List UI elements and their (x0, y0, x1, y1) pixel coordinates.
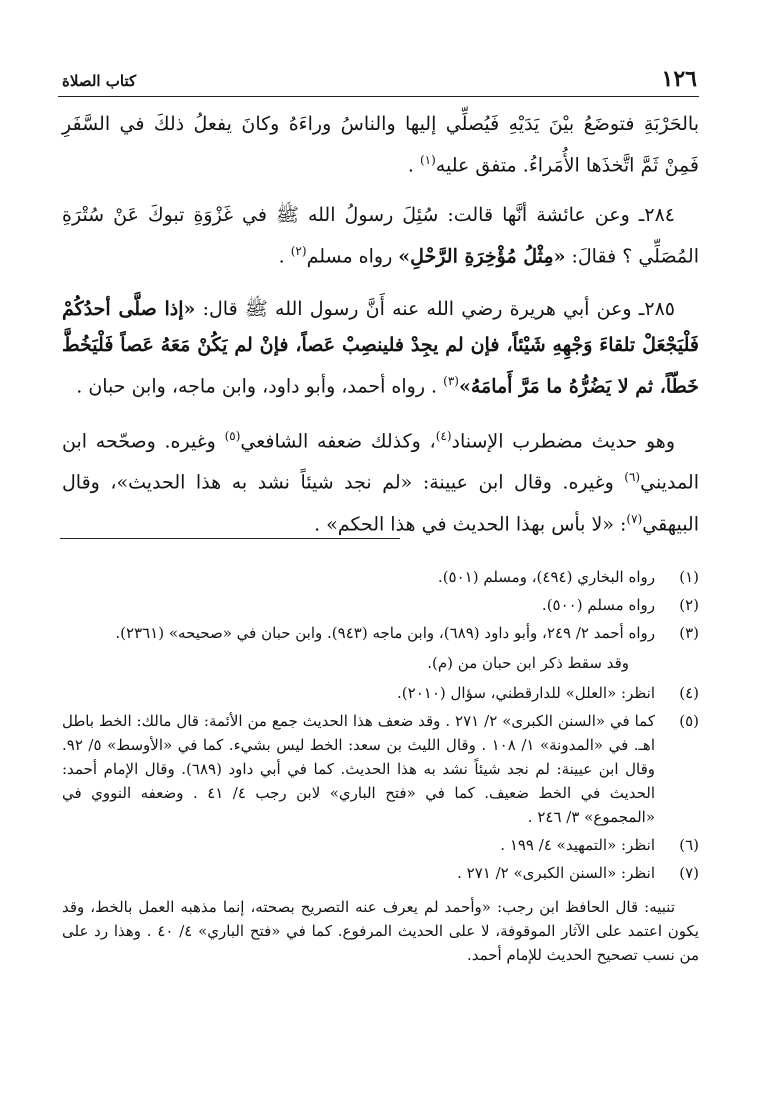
footnotes (62, 565, 699, 967)
footnote-number: (٧) (679, 864, 699, 882)
footnote-ref: (٧) (626, 511, 643, 526)
footnote-5 (62, 709, 699, 829)
footnote-3 (62, 621, 699, 645)
hadith-source: رواه مسلم (306, 245, 399, 268)
commentary-text: وغيره. وصحّحه ابن المديني (62, 430, 699, 494)
commentary-text: وغيره. وقال ابن عيينة: «لم نجد شيئاً نشد به هذا الحديث»، وقال البيهقي (62, 471, 699, 535)
commentary-text: : «لا بأس بهذا الحديث في هذا الحكم» . (314, 512, 627, 535)
footnote-text: كما في «السنن الكبرى» ٢/ ٢٧١ . وقد ضعف هذا الحديث جمع من الأئمة: قال مالك: الخط باطل اهـ. في «المدونة» ١/ ١٠٨ . وقال الليث بن سعد: الخط ليس بشيء. كما في «الأوسط» ٥/ ٩٢. وقال ابن عيينة: لم نجد شيئاً نشد به هذا الحديث. كما في أبي داود (٦٨٩). وقال الإمام أحمد: الحديث في الخط ضعيف. كما في «فتح الباري» لابن رجب ٤/ ٤١ . وضعفه النووي في «المجموع» ٣/ ٢٤٦ . (62, 712, 655, 826)
footnote-number: (٤) (679, 684, 699, 702)
hadith-285 (62, 291, 699, 404)
paragraph-end: . (278, 245, 291, 268)
commentary-paragraph (62, 418, 699, 542)
hadith-284 (62, 197, 699, 274)
paragraph-end: . (407, 154, 420, 177)
footnote-text: رواه أحمد ٢/ ٢٤٩، وأبو داود (٦٨٩)، وابن ماجه (٩٤٣). وابن حبان في «صحيحه» (٢٣٦١). (115, 624, 655, 642)
footnote-text: انظر: «السنن الكبرى» ٢/ ٢٧١ . (457, 864, 655, 882)
page-number: ١٢٦ (661, 66, 697, 92)
page-header (58, 66, 699, 96)
paragraph-continuation (62, 106, 699, 183)
footnote-separator (60, 538, 400, 539)
footnote-7 (62, 861, 699, 885)
footnote-2 (62, 593, 699, 617)
main-text (62, 106, 699, 542)
footnote-text: انظر: «العلل» للدارقطني، سؤال (٢٠١٠). (397, 684, 655, 702)
running-title: كتاب الصلاة (62, 72, 137, 90)
footnote-number: (٣) (679, 624, 699, 642)
footnote-ref: (٣) (443, 373, 459, 388)
commentary-text: وهو حديث مضطرب الإسناد (451, 430, 675, 453)
footnote-text: رواه البخاري (٤٩٤)، ومسلم (٥٠١). (437, 568, 655, 586)
footnote-6 (62, 833, 699, 857)
footnote-ref: (١) (419, 153, 436, 167)
footnote-number: (٥) (679, 712, 699, 730)
hadith-source: . رواه أحمد، وأبو داود، وابن ماجه، وابن حبان . (76, 374, 444, 397)
footnote-number: (١) (679, 568, 699, 586)
hadith-text: «مِثْلُ مُؤْخِرَةِ الرَّحْلِ» (398, 245, 566, 268)
footnote-ref: (٦) (624, 470, 641, 485)
header-rule (58, 96, 699, 97)
hadith-intro: ٢٨٥ـ وعن أبي هريرة رضي الله عنه أَنَّ رسول الله ﷺ قال: (195, 297, 675, 320)
footnote-1 (62, 565, 699, 589)
footnote-ref: (٢) (290, 244, 307, 259)
commentary-text: ، وكذلك ضعفه الشافعي (240, 430, 436, 453)
footnote-number: (٢) (679, 596, 699, 614)
footnote-text: انظر: «التمهيد» ٤/ ١٩٩ . (500, 836, 655, 854)
hadith-text: «إذا صلَّى أحدُكُمْ فَلْيَجْعَلْ تلقاءَ وَجْهِهِ شَيْئاً، فإن لم يجِدْ فلينصِبْ عَصاً، فإنْ لم يَكُنْ مَعَهُ عَصاً فَلْيَخُطَّ خَطّاً، ثم لا يَضُرُّهُ ما مَرَّ أَمامَهُ» (62, 297, 699, 397)
note-remark: تنبيه: قال الحافظ ابن رجب: «وأحمد لم يعرف عنه التصريح بصحته، إنما مذهبه العمل بالخط، وقد يكون اعتمد على الآثار الموقوفة، لا على الحديث المرفوع. كما في «فتح الباري» ٤/ ٤٠ . وهذا رد على من نسب تصحيح الحديث للإمام أحمد. (62, 898, 699, 964)
footnote-text: رواه مسلم (٥٠٠). (541, 596, 655, 614)
footnote-4 (62, 681, 699, 705)
footnote-3-remark: وقد سقط ذكر ابن حبان من (م). (427, 654, 629, 672)
footnote-ref: (٥) (224, 428, 241, 443)
hadith-intro: ٢٨٤ـ وعن عائشة أنَّها قالت: سُئِلَ رسولُ الله ﷺ في غَزْوَةِ تبوكَ عَنْ سُتْرَةِ المُصَلِّي ؟ فقالَ: (62, 204, 699, 268)
footnote-number: (٦) (679, 836, 699, 854)
footnote-ref: (٤) (435, 428, 452, 443)
paragraph-text: بالحَرْبَةِ فتوضَعُ بيْنَ يَدَيْهِ فَيُصلِّي إليها والناسُ وراءَهُ وكانَ يفعلُ ذلكَ في السَّفَرِ فَمِنْ ثَمَّ اتَّخذَها الأُمَراءُ. متفق عليه (62, 113, 699, 177)
